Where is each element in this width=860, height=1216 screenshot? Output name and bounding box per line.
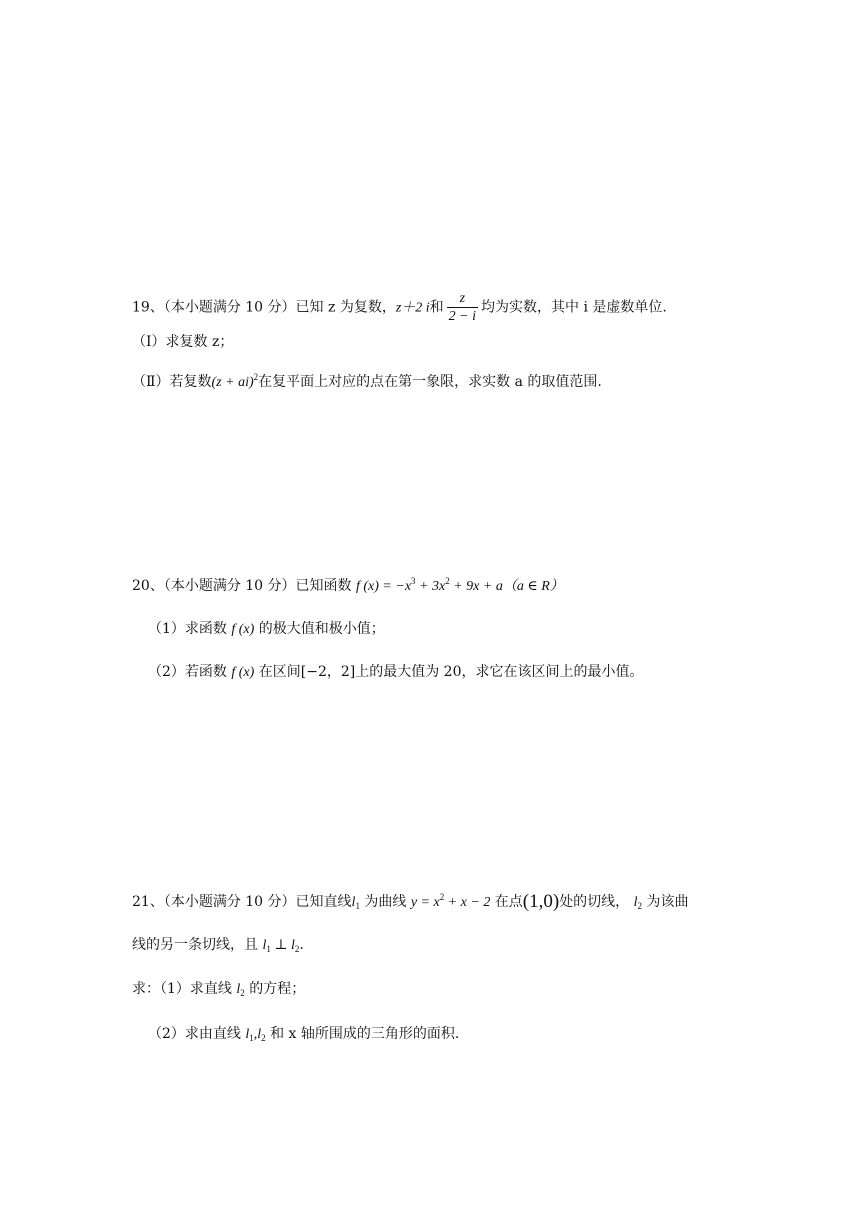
- q21-mid3: 处的切线，: [559, 894, 630, 910]
- q21-line2: 线的另一条切线，且 $l_1$ ⊥ $l_2$.: [132, 937, 304, 954]
- q19-stem: [132, 290, 667, 325]
- q20-domain: （a ∈ R）: [502, 579, 564, 594]
- q19-expr1: z＋2 i: [395, 300, 430, 316]
- q21-mid4: 为该曲: [646, 894, 689, 910]
- q21-points: （本小题满分 10 分）: [163, 894, 296, 910]
- q19-and: 和: [429, 299, 444, 316]
- q21-point: (1,0): [522, 891, 560, 912]
- q19-tail: 均为实数，其中 i 是虚数单位.: [481, 299, 667, 316]
- q20-intro: 已知函数: [295, 578, 352, 594]
- q19-number: 19、: [132, 299, 164, 316]
- q21-ask: [132, 979, 305, 1000]
- q21-part2: [148, 1024, 459, 1045]
- q21-part2-lines: $l_1,l_2$: [245, 1027, 266, 1043]
- q21-l1: $l_1$: [351, 895, 360, 911]
- q21-mid2: 在点: [494, 894, 523, 910]
- q21-number: 21、: [132, 894, 164, 910]
- q20-func-b: + 3x: [415, 579, 446, 594]
- q20-part1-pre: （1）求函数: [148, 621, 227, 637]
- q19-points: （本小题满分 10 分）: [163, 299, 296, 316]
- q21-perp-expr: $l_1$ ⊥ $l_2$: [262, 938, 300, 954]
- q21-mid1: 为曲线: [364, 894, 407, 910]
- q20-part2-post: 在区间[−2，2]上的最大值为 20，求它在该区间上的最小值。: [258, 664, 644, 680]
- q19-frac-num: z: [459, 291, 466, 306]
- q20-part2-f: f (x): [231, 665, 255, 680]
- q20-part1-f: f (x): [231, 622, 255, 637]
- q20-exp3: 3: [411, 576, 416, 586]
- q21-curve: $y = x^2 + x - 2$: [410, 892, 491, 910]
- q19-fraction: [447, 290, 478, 325]
- q19-part2-pre: （Ⅱ）若复数: [132, 374, 212, 390]
- q21-l2: $l_2$: [633, 895, 643, 911]
- q19-frac-den: 2 − i: [448, 309, 477, 324]
- q20-part1-post: 的极大值和极小值；: [258, 621, 385, 637]
- q21-ask-pre: 求：（1）求直线: [132, 981, 232, 997]
- q20-part1: [148, 619, 385, 640]
- q20-points: （本小题满分 10 分）: [163, 578, 296, 594]
- q20-part2: [148, 662, 644, 683]
- q20-func: [356, 576, 503, 594]
- q21-line2-a: 线的另一条切线，且: [132, 937, 258, 953]
- q21-part2-post: 和 x 轴所围成的三角形的面积.: [270, 1026, 460, 1042]
- q20-func-a: f (x) = −x: [356, 579, 412, 594]
- q19-part1: （Ⅰ）求复数 z；: [132, 334, 234, 350]
- q20-number: 20、: [132, 578, 164, 594]
- q20-func-c: + 9x + a: [449, 579, 503, 594]
- q21-ask-l2: $l_2$: [236, 982, 245, 998]
- q19-part2-expr: (z + ai): [211, 375, 254, 390]
- q19-part2: [132, 372, 602, 393]
- q21-intro: 已知直线: [295, 894, 352, 910]
- q21-stem: [132, 892, 688, 913]
- q21-ask-post: 的方程；: [249, 981, 306, 997]
- q19-intro: 已知 z 为复数，: [295, 299, 396, 316]
- q19-part2-exp: 2: [253, 372, 259, 382]
- q21-part2-pre: （2）求由直线: [148, 1026, 241, 1042]
- q20-part2-pre: （2）若函数: [148, 664, 227, 680]
- q20-stem: [132, 576, 564, 597]
- q20-exp2: 2: [445, 576, 450, 586]
- q19-part2-post: 在复平面上对应的点在第一象限，求实数 a 的取值范围.: [258, 374, 602, 390]
